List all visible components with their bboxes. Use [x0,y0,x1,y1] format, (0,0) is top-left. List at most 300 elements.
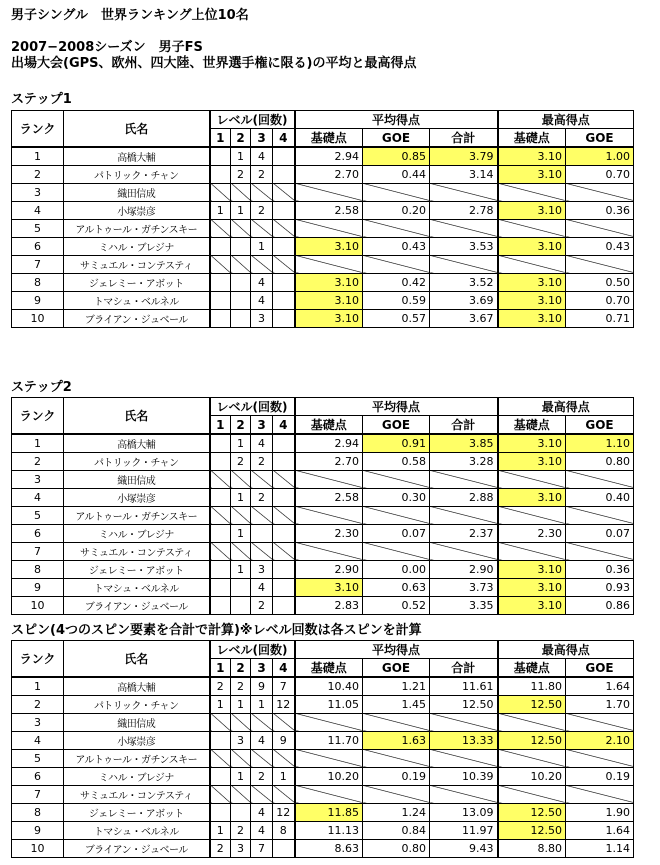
level-3-count [251,219,273,237]
avg-total-score: 3.73 [430,578,498,596]
level-4-count [273,452,295,470]
rank-cell: 8 [12,560,64,578]
avg-goe-score [363,255,430,273]
avg-base-score [295,713,363,731]
level-1-count [210,237,231,255]
avg-total-score [430,183,498,201]
level-3-header: 3 [251,129,273,148]
level-2-header: 2 [231,659,251,678]
max-header: 最高得点 [498,641,634,659]
table-row [12,434,634,452]
table-row [12,578,634,596]
avg-base-score: 2.83 [295,596,363,614]
level-2-count: 1 [231,524,251,542]
rank-cell: 10 [12,839,64,857]
table-row [12,452,634,470]
max-base-score: 12.50 [498,731,566,749]
level-2-count: 2 [231,165,251,183]
level-2-count: 1 [231,147,251,165]
max-goe-score [566,219,634,237]
rank-cell: 3 [12,470,64,488]
max-goe-score [566,470,634,488]
level-3-count: 4 [251,803,273,821]
level-1-count [210,309,231,327]
avg-total-score: 3.67 [430,309,498,327]
max-goe-score: 1.14 [566,839,634,857]
max-base-header: 基礎点 [498,659,566,678]
skater-name: ブライアン・ジュベール [64,309,210,327]
skater-name: ミハル・ブレジナ [64,237,210,255]
level-1-count: 1 [210,821,231,839]
level-1-count [210,452,231,470]
level-2-count [231,219,251,237]
table-row [12,677,634,695]
avg-base-score: 2.94 [295,147,363,165]
avg-goe-score: 1.63 [363,731,430,749]
max-goe-score [566,785,634,803]
level-4-count [273,596,295,614]
avg-goe-score: 0.63 [363,578,430,596]
avg-base-score: 2.70 [295,452,363,470]
avg-total-score [430,713,498,731]
avg-goe-score: 0.85 [363,147,430,165]
max-goe-score: 1.00 [566,147,634,165]
level-2-count [231,542,251,560]
avg-goe-score [363,506,430,524]
level-3-count: 2 [251,201,273,219]
level-3-count [251,255,273,273]
rank-cell: 7 [12,255,64,273]
avg-base-score: 8.63 [295,839,363,857]
avg-total-score: 10.39 [430,767,498,785]
level-1-count [210,506,231,524]
max-base-score: 3.10 [498,488,566,506]
level-2-count: 1 [231,695,251,713]
avg-goe-score: 0.42 [363,273,430,291]
avg-base-score [295,542,363,560]
scope-label: 出場大会(GPS、欧州、四大陸、世界選手権に限る)の平均と最高得点 [11,56,417,71]
max-goe-score: 0.80 [566,452,634,470]
max-base-score: 3.10 [498,201,566,219]
max-base-score [498,542,566,560]
avg-total-score: 3.28 [430,452,498,470]
level-2-count: 1 [231,560,251,578]
avg-goe-header: GOE [363,416,430,435]
level-4-count [273,785,295,803]
avg-base-score: 11.70 [295,731,363,749]
level-1-count [210,713,231,731]
skater-name: ジェレミー・アボット [64,273,210,291]
rank-cell: 4 [12,201,64,219]
table-row [12,803,634,821]
level-4-count [273,524,295,542]
level-3-count: 4 [251,731,273,749]
max-goe-score: 0.36 [566,560,634,578]
avg-goe-score [363,713,430,731]
max-goe-score: 0.36 [566,201,634,219]
avg-goe-score: 1.45 [363,695,430,713]
level-1-count [210,560,231,578]
max-base-score: 3.10 [498,273,566,291]
rank-cell: 1 [12,147,64,165]
level-3-count [251,524,273,542]
level-2-count [231,596,251,614]
level-2-count: 2 [231,677,251,695]
avg-total-score: 3.35 [430,596,498,614]
max-goe-score: 0.19 [566,767,634,785]
max-base-header: 基礎点 [498,129,566,148]
avg-total-score: 3.85 [430,434,498,452]
rank-cell: 5 [12,506,64,524]
name-header: 氏名 [64,111,210,148]
rank-header: ランク [12,111,64,148]
skater-name: 織田信成 [64,470,210,488]
avg-base-score [295,506,363,524]
max-base-score: 8.80 [498,839,566,857]
level-2-count [231,713,251,731]
header-row [12,641,634,659]
avg-total-score [430,506,498,524]
skater-name: トマシュ・ベルネル [64,291,210,309]
level-2-count [231,273,251,291]
rank-cell: 6 [12,767,64,785]
level-1-count [210,147,231,165]
section-title: ステップ1 [11,92,72,107]
level-3-count: 4 [251,147,273,165]
avg-base-score [295,785,363,803]
avg-goe-score: 0.07 [363,524,430,542]
level-4-count [273,749,295,767]
table-row [12,596,634,614]
max-base-score: 3.10 [498,147,566,165]
skater-name: アルトゥール・ガチンスキー [64,219,210,237]
max-base-score: 3.10 [498,578,566,596]
max-base-score: 3.10 [498,452,566,470]
avg-total-score: 11.97 [430,821,498,839]
level-header: レベル(回数) [210,111,295,129]
level-2-count [231,749,251,767]
table-row [12,309,634,327]
max-header: 最高得点 [498,398,634,416]
header-row [12,398,634,416]
avg-goe-score: 0.80 [363,839,430,857]
avg-base-score: 10.40 [295,677,363,695]
max-base-score: 12.50 [498,821,566,839]
skater-name: サミュエル・コンテスティ [64,542,210,560]
avg-total-score: 3.14 [430,165,498,183]
skater-name: ミハル・ブレジナ [64,524,210,542]
name-header: 氏名 [64,398,210,435]
level-3-count: 1 [251,237,273,255]
max-goe-score [566,183,634,201]
level-3-count: 2 [251,488,273,506]
level-4-count [273,434,295,452]
table-row [12,506,634,524]
level-1-count [210,542,231,560]
level-3-count: 4 [251,273,273,291]
max-goe-score [566,506,634,524]
avg-base-score: 11.05 [295,695,363,713]
avg-total-score [430,749,498,767]
level-1-count [210,596,231,614]
max-goe-score: 0.50 [566,273,634,291]
max-goe-score: 1.64 [566,821,634,839]
level-1-count [210,767,231,785]
rank-cell: 7 [12,785,64,803]
avg-header: 平均得点 [295,641,498,659]
level-3-count: 2 [251,165,273,183]
level-4-count [273,237,295,255]
rank-cell: 2 [12,695,64,713]
skater-name: 小塚崇彦 [64,201,210,219]
level-2-count [231,785,251,803]
avg-total-score: 2.90 [430,560,498,578]
level-1-count: 2 [210,677,231,695]
rank-header: ランク [12,641,64,678]
level-1-count: 1 [210,695,231,713]
level-2-count: 1 [231,767,251,785]
max-base-score [498,219,566,237]
avg-total-score: 2.78 [430,201,498,219]
max-base-score [498,183,566,201]
level-header: レベル(回数) [210,641,295,659]
avg-base-score: 2.94 [295,434,363,452]
skater-name: サミュエル・コンテスティ [64,785,210,803]
avg-goe-score: 0.59 [363,291,430,309]
level-4-count [273,291,295,309]
rank-header: ランク [12,398,64,435]
max-goe-score: 0.40 [566,488,634,506]
table-row [12,273,634,291]
max-goe-header: GOE [566,659,634,678]
avg-total-score: 2.88 [430,488,498,506]
level-4-count: 8 [273,821,295,839]
level-1-header: 1 [210,416,231,435]
avg-total-score: 3.69 [430,291,498,309]
level-2-count: 1 [231,488,251,506]
level-2-count [231,803,251,821]
level-1-count [210,803,231,821]
skater-name: ジェレミー・アボット [64,803,210,821]
level-2-count: 1 [231,434,251,452]
avg-base-score: 2.58 [295,488,363,506]
level-3-count: 2 [251,596,273,614]
avg-base-score: 10.20 [295,767,363,785]
level-4-count [273,560,295,578]
rank-cell: 2 [12,452,64,470]
avg-total-header: 合計 [430,129,498,148]
level-2-count [231,506,251,524]
table-row [12,147,634,165]
avg-header: 平均得点 [295,398,498,416]
avg-total-score: 2.37 [430,524,498,542]
level-3-count [251,785,273,803]
max-goe-header: GOE [566,129,634,148]
max-goe-score: 0.86 [566,596,634,614]
table-row [12,560,634,578]
avg-total-score: 9.43 [430,839,498,857]
avg-goe-score: 1.21 [363,677,430,695]
avg-base-header: 基礎点 [295,129,363,148]
level-1-header: 1 [210,659,231,678]
skater-name: 高橋大輔 [64,434,210,452]
level-2-count [231,291,251,309]
level-1-count [210,434,231,452]
avg-base-header: 基礎点 [295,416,363,435]
avg-base-score [295,255,363,273]
level-2-header: 2 [231,416,251,435]
avg-goe-score [363,542,430,560]
max-goe-score: 0.93 [566,578,634,596]
avg-base-score: 11.13 [295,821,363,839]
avg-base-score [295,749,363,767]
level-1-count [210,273,231,291]
level-3-count: 3 [251,560,273,578]
level-3-count: 4 [251,434,273,452]
max-goe-score: 0.70 [566,291,634,309]
table-row [12,291,634,309]
rank-cell: 5 [12,219,64,237]
level-3-header: 3 [251,416,273,435]
avg-base-score: 2.58 [295,201,363,219]
level-3-count: 9 [251,677,273,695]
skater-name: アルトゥール・ガチンスキー [64,506,210,524]
level-1-count [210,524,231,542]
ranking-table [11,397,634,615]
avg-total-score: 13.09 [430,803,498,821]
skater-name: トマシュ・ベルネル [64,821,210,839]
max-base-score [498,506,566,524]
level-4-count [273,165,295,183]
level-2-count: 1 [231,201,251,219]
avg-header: 平均得点 [295,111,498,129]
avg-goe-score: 0.57 [363,309,430,327]
avg-goe-score [363,470,430,488]
level-1-count: 1 [210,201,231,219]
max-header: 最高得点 [498,111,634,129]
rank-cell: 8 [12,803,64,821]
level-1-count [210,291,231,309]
table-row [12,488,634,506]
level-3-count [251,506,273,524]
avg-total-score [430,785,498,803]
max-goe-score: 1.10 [566,434,634,452]
max-base-score: 12.50 [498,695,566,713]
avg-total-score: 3.79 [430,147,498,165]
max-base-score: 3.10 [498,165,566,183]
avg-goe-score: 0.91 [363,434,430,452]
level-2-count: 3 [231,839,251,857]
skater-name: トマシュ・ベルネル [64,578,210,596]
skater-name: パトリック・チャン [64,452,210,470]
max-goe-score: 0.71 [566,309,634,327]
max-base-score [498,785,566,803]
level-3-count [251,542,273,560]
level-3-count [251,183,273,201]
level-4-count: 12 [273,803,295,821]
rank-cell: 3 [12,713,64,731]
skater-name: ジェレミー・アボット [64,560,210,578]
level-4-count [273,578,295,596]
max-goe-score: 0.43 [566,237,634,255]
table-row [12,542,634,560]
level-4-count [273,506,295,524]
avg-base-score: 3.10 [295,309,363,327]
table-row [12,183,634,201]
avg-goe-score: 0.44 [363,165,430,183]
level-3-count: 1 [251,695,273,713]
name-header: 氏名 [64,641,210,678]
season-label: 2007−2008シーズン 男子FS [11,40,203,55]
level-3-count: 2 [251,767,273,785]
skater-name: 高橋大輔 [64,677,210,695]
avg-total-header: 合計 [430,659,498,678]
table-row [12,821,634,839]
avg-total-score [430,255,498,273]
rank-cell: 5 [12,749,64,767]
max-goe-score: 2.10 [566,731,634,749]
level-4-count [273,147,295,165]
skater-name: ミハル・ブレジナ [64,767,210,785]
avg-base-score: 11.85 [295,803,363,821]
level-1-count [210,785,231,803]
avg-total-score: 3.53 [430,237,498,255]
skater-name: 小塚崇彦 [64,488,210,506]
level-1-count [210,749,231,767]
avg-base-score: 3.10 [295,578,363,596]
level-4-count: 12 [273,695,295,713]
rank-cell: 2 [12,165,64,183]
max-goe-score [566,542,634,560]
level-3-count: 3 [251,309,273,327]
table-row [12,219,634,237]
rank-cell: 3 [12,183,64,201]
avg-base-score: 2.90 [295,560,363,578]
avg-goe-score: 0.58 [363,452,430,470]
level-4-count [273,839,295,857]
max-base-score: 3.10 [498,291,566,309]
level-1-count [210,165,231,183]
avg-goe-score [363,749,430,767]
level-3-count: 2 [251,452,273,470]
avg-total-score: 3.52 [430,273,498,291]
rank-cell: 10 [12,596,64,614]
table-row [12,165,634,183]
level-4-header: 4 [273,416,295,435]
avg-base-score [295,470,363,488]
level-4-header: 4 [273,129,295,148]
avg-goe-score: 0.19 [363,767,430,785]
level-2-count [231,255,251,273]
max-base-score: 10.20 [498,767,566,785]
level-4-count [273,470,295,488]
avg-total-score: 11.61 [430,677,498,695]
level-2-count: 2 [231,452,251,470]
level-1-count [210,578,231,596]
level-2-count [231,578,251,596]
avg-goe-score [363,785,430,803]
level-1-count: 2 [210,839,231,857]
avg-total-score [430,542,498,560]
table-row [12,767,634,785]
level-2-count [231,309,251,327]
table-row [12,237,634,255]
section-title: スピン(4つのスピン要素を合計で計算)※レベル回数は各スピンを計算 [11,623,422,638]
max-base-score [498,749,566,767]
table-row [12,524,634,542]
avg-total-header: 合計 [430,416,498,435]
avg-base-score: 3.10 [295,237,363,255]
